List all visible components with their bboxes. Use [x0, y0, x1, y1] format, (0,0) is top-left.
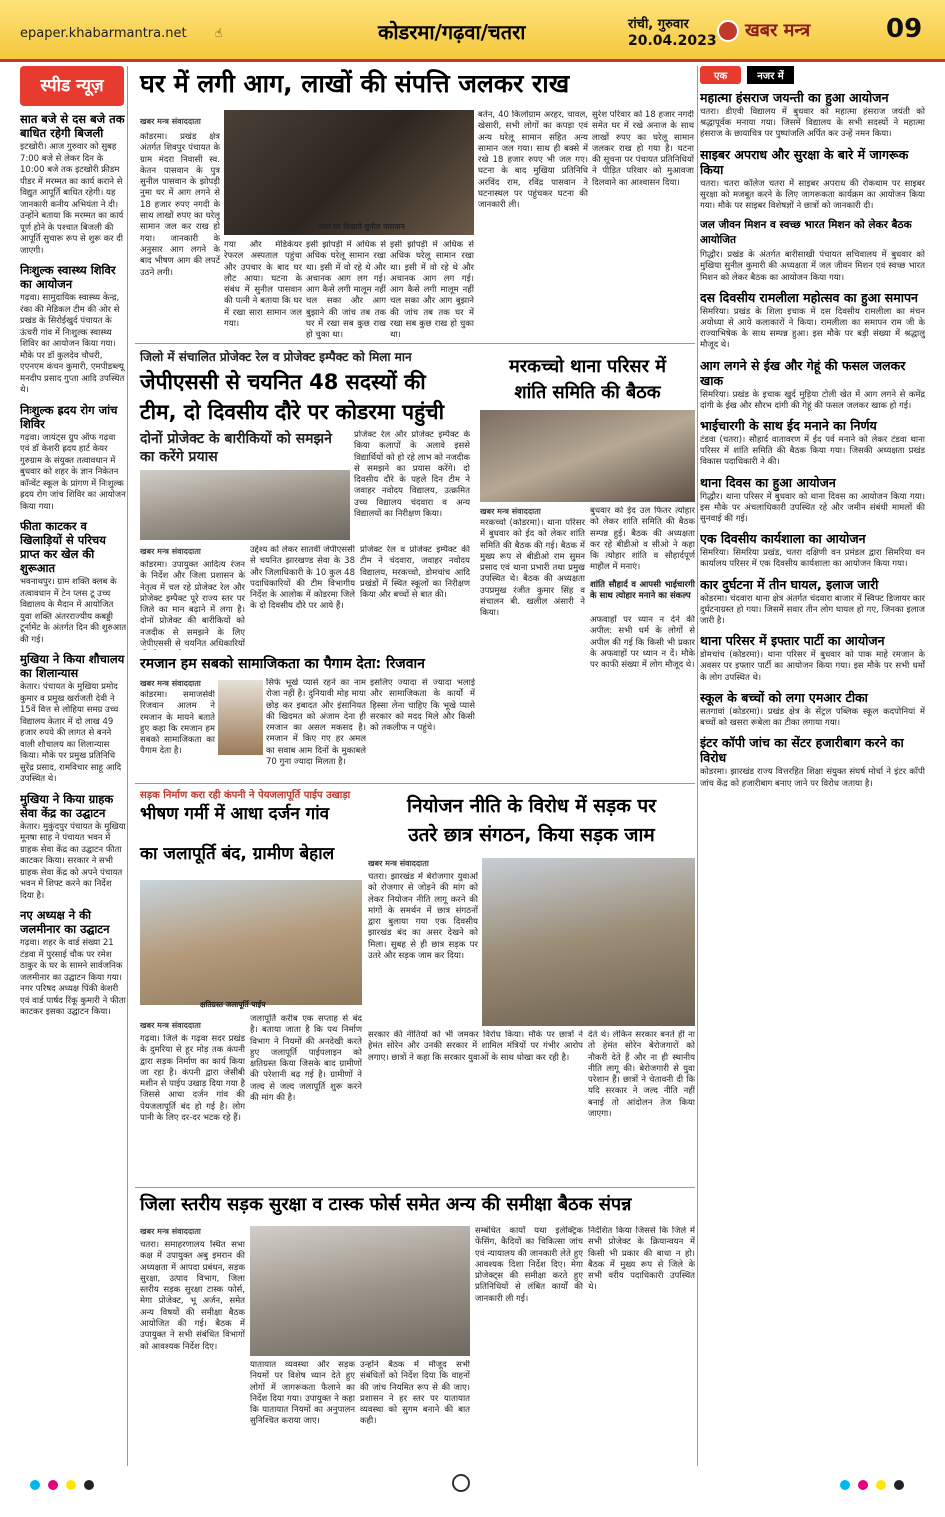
right-item-text: गिद्धौर। थाना परिसर में बुधवार को थाना दिवस का आयोजन किया गया। इस मौके पर अंचलाधिकारी उपस्थित रहे और जमीन संबंधी मामलों की सुनवाई की गई।: [700, 491, 925, 525]
story-jpsc-text-2: कोडरमा। उपायुक्त आदित्य रंजन के निर्देश और जिला प्रशासन के नेतृत्व में चल रहे प्रोजेक्ट रेल और प्रोजेक्ट इम्पैक्ट पूरे राज्य स्तर पर जिले का मान बढ़ाने में लगा है। दोनों प्रोजेक्ट की बारीकियों को नजदीक से समझने के लिए जेपीएससी से चयनित अधिकारियों: [140, 560, 245, 650]
story-niyojan-headline-2: उतरे छात्र संगठन, किया सड़क जाम: [408, 824, 655, 846]
ek-nazar-badge: [700, 66, 925, 84]
story-jpsc-subhead: दोनों प्रोजेक्ट के बारीकियों को समझने का करेंगे प्रयास: [140, 431, 332, 465]
right-item-6[interactable]: [700, 418, 925, 469]
registration-dot-magenta: [48, 1480, 58, 1490]
registration-dot-magenta: [858, 1480, 868, 1490]
story-ramzan-byline: खबर मन्त्र संवाददाता: [140, 679, 201, 688]
edition-region: कोडरमा/गढ़वा/चतरा: [378, 20, 526, 44]
story-water-headline-1: भीषण गर्मी में आधा दर्जन गांव: [140, 804, 330, 824]
left-item-title: मुखिया ने किया ग्राहक सेवा केंद्र का उद्घाटन: [20, 791, 114, 820]
registration-dot-yellow: [66, 1480, 76, 1490]
story-fire-text-3: इसी झोपड़ी में अधिक से अधिक घरेलू सामान रखा था। इसी में वो रहे थे और अचानक आग लग गई। आग कैसे लगी मालूम नहीं चल सका और आग बुझाने की जांच तब तक घर में रखा सब कुछ राख हो चुका था।: [306, 240, 386, 340]
story-jpsc-headline-1: जेपीएससी से चयनित 48 सदस्यों की: [140, 370, 426, 394]
right-item-title: आग लगने से ईख और गेहूं की फसल जलकर खाक: [700, 357, 906, 388]
registration-dot-cyan: [840, 1480, 850, 1490]
broken-pipe-photo: [140, 880, 362, 1005]
right-item-12[interactable]: [700, 735, 925, 789]
left-item-title: निःशुल्क ह्रदय रोग जांच शिविर: [20, 402, 118, 431]
right-item-title: साइबर अपराध और सुरक्षा के बारे में जागरूक किया: [700, 146, 909, 177]
right-item-title: इंटर कॉपी जांच का सेंटर हजारीबाग करने का विरोध: [700, 735, 904, 766]
story-fire-text-2: गया और मेडिकेयर रेफरल अस्पताल पहुंचा और उपचार के बाद घर लौट आया। घटना के संबंध में सुनील पासवान की पत्नी ने बताया कि घर में रखा सारा सामान जल गया।: [224, 240, 302, 330]
right-item-2[interactable]: [700, 147, 925, 213]
story-road-text-2: यातायात व्यवस्था और सड़क नियमों पर विशेष ध्यान देते हुए लोगों में जागरूकता फैलाने का निर्देश दिया गया। उपायुक्त ने कहा कि यातायात नियमों का अनुपालन सुनिश्चित कराया जाए।: [250, 1360, 355, 1427]
story-road-text-3: उन्होंने बैठक में मौजूद सभी संबंधितों को निर्देश दिया कि वाहनों की जांच नियमित रूप से की जाए। प्रशासन ने हर स्तर पर यातायात व्यवस्था को सुगम बनाने की बात कही।: [360, 1360, 470, 1427]
registration-dot-black: [894, 1480, 904, 1490]
divider: [135, 343, 695, 344]
left-item-title: फीता काटकर व खिलाड़ियों से परिचय प्राप्त कर खेल की शुरूआत: [20, 519, 106, 575]
right-item-title: दस दिवसीय रामलीला महोत्सव का हुआ समापन: [700, 289, 918, 305]
left-item-7[interactable]: [20, 908, 127, 1019]
story-jpsc-headline-2: टीम, दो दिवसीय दौरे पर कोडरमा पहुंची: [140, 400, 445, 424]
edition-city-day: रांची, गुरुवार: [628, 17, 689, 32]
story-niyojan-headline-1: नियोजन नीति के विरोध में सड़क पर: [407, 795, 656, 817]
story-water-caption: क्षतिग्रस्त जलापूर्ति पाईप: [200, 1000, 266, 1009]
right-item-text: कोडरमा। झारखंड राज्य वित्तरहित शिक्षा संयुक्त संघर्ष मोर्चा ने इंटर कॉपी जांच केंद्र को हजारीबाग बनाए जाने पर विरोध जताया है।: [700, 767, 925, 789]
story-water-byline: खबर मन्त्र संवाददाता: [140, 1021, 201, 1030]
story-jpsc-text-1: प्रोजेक्ट रेल और प्रोजेक्ट इम्पैक्ट के किया कलापों के अलावे इससे विद्यार्थियों को हो रहे लाभ को नजदीक से समझने का प्रयास करेंगे। दो दिवसीय दौरे के पहले दिन टीम ने जवाहर नवोदय विद्यालय, उत्क्रमित उच्च विद्यालय चंदवारा व अन्य विद्यालयों का निरीक्षण किया।: [354, 430, 470, 520]
protest-photo: [482, 858, 695, 1026]
speed-news-column: [20, 66, 128, 1466]
registration-dot-yellow: [876, 1480, 886, 1490]
right-item-text: डोमचांच (कोडरमा)। थाना परिसर में बुधवार को पाक माहे रमजान के अवसर पर इफ्तार पार्टी का आयोजन किया गया। इस मौके पर सभी धर्मों के लोग उपस्थित थे।: [700, 650, 925, 683]
left-item-5[interactable]: [20, 652, 127, 786]
right-item-title: भाईचारगी के साथ ईद मनाने का निर्णय: [700, 418, 877, 434]
right-item-text: सिमरिया। प्रखंड के शिला इचाक में दस दिवसीय रामलीला का मंचन अयोध्या से आये कलाकारों ने किया। रामलीला का समापन राम जी के राज्याभिषेक के साथ सम्पन्न हुआ। इस मौके पर बड़ी संख्या में श्रद्धालु मौजूद थे।: [700, 306, 925, 351]
story-fire-caption: जला घर दिखाते सुनील पासवान: [318, 222, 405, 231]
right-item-title: स्कूल के बच्चों को लगा एमआर टीका: [700, 689, 868, 705]
left-item-text: केतार। मुकुंदपुर पंचायत के मुखिया मूनषा साह ने पंचायत भवन में ग्राहक सेवा केंद्र का उद्घाटन फीता काटकर किया। सरकार ने सभी ग्राहक सेवा केंद्र को अपने पंचायत भवन में शिफ्ट करने का निर्देश दिया है।: [20, 821, 126, 901]
story-jpsc-kicker: जिलो में संचालित प्रोजेक्ट रेल व प्रोजेक्ट इम्पैक्ट को मिला मान: [140, 350, 412, 364]
story-road-byline: खबर मन्त्र संवाददाता: [140, 1227, 201, 1236]
story-ramzan-text-2: सिर्फ भूखे प्यासे रहने का नाम रोजा नहीं है। दुनियावी मोह माया छोड़ कर इबादत और इंसानियत की खिदमत को अंजाम देना ही रमजान का असल मकसद है। रमजान में किए गए हर अमल का सवाब आम दिनों के मुकाबले 70 गुना ज्यादा मिलता है।: [266, 678, 366, 768]
right-item-text: गिद्धौर। प्रखंड के अंतर्गत बारीसाखी पंचायत सचिवालय में बुधवार को मुखिया सुनील कुमारी की अध्यक्षता में जल जीवन मिशन एवं स्वच्छ भारत मिशन को लेकर बैठक का आयोजन किया गया।: [700, 250, 925, 283]
left-item-6[interactable]: [20, 792, 127, 903]
page-number: 09: [886, 14, 923, 44]
story-water-kicker: सड़क निर्माण करा रही कंपनी ने पेयजलापूर्ति पाईप उखाड़ा: [140, 790, 351, 801]
brand-logo-icon: [717, 20, 739, 42]
right-item-11[interactable]: [700, 690, 925, 729]
left-item-4[interactable]: [20, 519, 127, 646]
left-item-title: नए अध्यक्ष ने की जलमीनार का उद्घाटन: [20, 908, 110, 936]
story-peace-headline-2: शांति समिति की बैठक: [514, 382, 661, 403]
story-road-headline: जिला स्तरीय सड़क सुरक्षा व टास्क फोर्स समेत अन्य की समीक्षा बैठक संपन्न: [140, 1194, 632, 1215]
nazar-label: नजर में: [747, 66, 794, 84]
right-item-7[interactable]: [700, 475, 925, 526]
masthead: [0, 0, 945, 62]
right-item-1[interactable]: [700, 90, 925, 141]
story-niyojan-byline: खबर मन्त्र संवाददाता: [368, 859, 429, 868]
left-item-3[interactable]: [20, 403, 127, 514]
story-jpsc-byline: खबर मन्त्र संवाददाता: [140, 547, 201, 556]
right-item-title: जल जीवन मिशन व स्वच्छ भारत मिशन को लेकर बैठक आयोजित: [700, 219, 912, 247]
story-niyojan-text-3: देते थे। लेकिन सरकार बनते ही ना तो हेमंत सोरेन बेरोजगारों को नौकरी देते हैं और ना ही स्थानीय नीति लागू की। बेरोजगारी से युवा परेशान हैं। छात्रों ने चेतावनी दी कि यदि सरकार ने जल्द नीति नहीं बनाई तो आंदोलन तेज किया जाएगा।: [588, 1030, 695, 1120]
left-item-2[interactable]: [20, 263, 127, 397]
story-peace-text-1: मरकच्चो (कोडरमा)। थाना परिसर में बुधवार को ईद को लेकर शांति समिति की बैठक की गई। बैठक में मुख्य रूप से बीडीओ राम सुमन प्रसाद एवं थाना प्रभारी तथा प्रमुख उपस्थित थे। बैठक की अध्यक्षता उपप्रमुख रंजीत कुमार सिंह व संचालन बी. खलील अंसारी ने किया।: [480, 518, 585, 619]
right-item-5[interactable]: [700, 358, 925, 412]
registration-dot-cyan: [30, 1480, 40, 1490]
divider: [697, 66, 698, 1466]
story-fire-text-3b: इसी झोपड़ी में अधिक से अधिक घरेलू सामान रखा था। इसी में वो रहे थे और अचानक आग लग गई। आग कैसे लगी मालूम नहीं चल सका और आग बुझाने की जांच तब तक घर में रखा सब कुछ राख हो चुका था।: [390, 240, 474, 340]
story-road-text-1: चतरा। समाहरणालय स्थित सभा कक्ष में उपायुक्त अबु इमरान की अध्यक्षता में आपदा प्रबंधन, सड़क सुरक्षा, उत्पाद विभाग, जिला स्तरीय सड़क सुरक्षा टास्क फोर्स, मेगा प्रोजेक्ट, भू अर्जन, समेत अन्य विषयों की समीक्षा बैठक आयोजित की गई। बैठक में उपायुक्त ने सभी संबंधित विभागों को आवश्यक निर्देश दिए।: [140, 1240, 245, 1352]
story-water-text-1: गढ़वा। जिले के गढ़वा सदर प्रखंड के दुमरिया से हूर मोड़ तक कंपनी द्वारा सड़क निर्माण का कार्य किया जा रहा है। कंपनी द्वारा जेसीबी मशीन से पाईप उखाड़ दिया गया है जिससे आधा दर्जन गांव की पेयजलापूर्ति बंद हो गई है। लोग पानी के लिए दर-दर भटक रहे हैं।: [140, 1034, 245, 1124]
right-item-10[interactable]: [700, 633, 925, 684]
story-fire-text-1: कोडरमा। प्रखंड क्षेत्र अंतर्गत शिवपुर पंचायत के ग्राम मंदरा निवासी स्व. केतन पासवान के पुत्र सुनील पासवान के झोपड़ी नुमा घर में आग लगने से 18 हजार रुपए नगदी के साथ लाखों रुपए का घरेलू सामान जल कर राख हो गया। जानकारी के अनुसार आग लगने के बाद भीषण आग की लपटें उठने लगी।: [140, 132, 220, 278]
right-item-8[interactable]: [700, 531, 925, 570]
right-item-text: चतरा। चतरा कॉलेज चतरा में साइबर अपराध की रोकथाम पर साइबर सुरक्षा को मजबूत करने के लिए जागरूकता कार्यक्रम का आयोजन किया गया। मौके पर साइबर विशेषज्ञों ने छात्रों को जानकारी दी।: [700, 178, 925, 212]
left-item-text: इटखोरी। आज गुरुवार को सुबह 7:00 बजे से लेकर दिन के 10:00 बजे तक इटखोरी फ्रीडम पीडर में मरम्मत का कार्य कराने से विद्युत आपूर्ति बाधित रहेगी। यह जानकारी कनीय अभियंता ने दी। उन्होंने बताया कि मरम्मत का कार्य पूर्ण होने के पश्चात बिजली की आपूर्ति सुचारू रूप से शुरू कर दी जाएगी।: [20, 142, 124, 256]
right-item-title: महात्मा हंसराज जयन्ती का हुआ आयोजन: [700, 90, 889, 105]
registration-target-icon: [452, 1474, 470, 1492]
story-road-text-4: सम्बंधित कार्यों यथा इलेक्ट्रिक फेंसिंग, कैदियों का चिकित्सा जांच एवं न्यायालय की जानकारी लेते हुए आवश्यक दिशा निर्देश दिए। मेगा प्रोजेक्ट्स की समीक्षा करते हुए प्रतिनिधियों से लंबित कार्यों की जानकारी ली गई।: [475, 1226, 583, 1304]
story-fire-headline: घर में लगी आग, लाखों की संपत्ति जलकर राख: [140, 69, 570, 98]
hand-cursor-icon: ☝: [215, 26, 223, 40]
ek-nazar-column: [700, 66, 925, 1466]
right-item-title: कार दुर्घटना में तीन घायल, इलाज जारी: [700, 576, 879, 592]
left-item-title: सात बजे से दस बजे तक बाधित रहेगी बिजली: [20, 112, 125, 140]
story-fire-byline: खबर मन्त्र संवाददाता: [140, 117, 201, 126]
story-peace-text-2: बुधवार को ईद उल फितर त्योहार को लेकर शांति समिति की बैठक सम्पन्न हुई। बैठक की अध्यक्षता कर रहे बीडीओ व सीओ ने कहा कि त्योहार शांति व सौहार्दपूर्ण माहौल में मनाएं।: [590, 506, 695, 573]
right-item-4[interactable]: [700, 290, 925, 352]
rizwan-photo: [218, 680, 263, 755]
story-niyojan-text-1: चतरा। झारखंड में बेरोजगार युवाओं को रोजगार से जोड़ने की मांग को लेकर नियोजन नीति लागू करने की मांगों के समर्थन में छात्र संगठनों द्वारा बुलाया गया एक दिवसीय झारखंड बंद का असर देखने को मिला। सुबह से ही छात्र सड़क पर उतरे और सड़क जाम कर दिया।: [368, 872, 478, 962]
right-item-text: सिमरिया। सिमरिया प्रखंड, चतरा दक्षिणी वन प्रमंडल द्वारा सिमरिया वन कार्यालय परिसर में एक दिवसीय कार्यशाला का आयोजन किया गया।: [700, 548, 925, 570]
story-peace-headline-1: मरकच्चो थाना परिसर में: [509, 356, 666, 377]
burnt-house-photo: [224, 110, 474, 235]
story-peace-text-3: अफवाहों पर ध्यान न देने की अपील: सभी धर्म के लोगों से अपील की गई कि किसी भी प्रकार के अफवाहों पर ध्यान न दें। मौके पर काफी संख्या में लोग मौजूद थे।: [590, 615, 695, 671]
right-item-text: सिमरिया। प्रखंड के इचाक खुर्द मुड़िया टोली खेत में आग लगने से कमेंद्र दांगी के ईख और सौरभ दांगी की गेहूं की फसल जलकर खाक हो गई।: [700, 389, 925, 411]
site-url[interactable]: epaper.khabarmantra.net: [20, 26, 187, 41]
story-water-headline-2: का जलापूर्ति बंद, ग्रामीण बेहाल: [140, 844, 335, 864]
story-fire-text-5: सुरेश परिवार को 18 हजार नगदी समेत घर में रखे अनाज के साथ लाखों रुपए का घरेलू सामान जलकर राख हो गया है। घटना की सूचना पर पंचायत प्रतिनिधियों ने पीड़ित परिवार को मुआवजा दिलवाने का आश्वासन दिया।: [592, 110, 694, 188]
right-item-3[interactable]: [700, 218, 925, 284]
divider: [135, 783, 695, 784]
registration-dot-black: [84, 1480, 94, 1490]
right-item-title: एक दिवसीय कार्यशाला का आयोजन: [700, 531, 866, 547]
right-item-title: थाना परिसर में इफ्तार पार्टी का आयोजन: [700, 633, 885, 649]
right-item-title: थाना दिवस का हुआ आयोजन: [700, 474, 836, 490]
story-fire-text-4: बर्तन, 40 किलोग्राम अरहर, चावल, खेसारी, सभी लोगों का कपड़ा एवं अन्य घरेलू सामान सहित अन्य सामान जल गया। साथ ही बक्से में रखे 18 हजार रुपए भी जल गए। घटना के बाद मुखिया प्रतिनिधि अरविंद राम, रविंद्र पासवान ने घटनास्थल पर पहुंचकर घटना की जानकारी ली।: [478, 110, 588, 211]
print-registration-strip: [0, 1472, 945, 1517]
story-jpsc-text-3: उद्देश्य को लेकर सातवीं जेपीएससी से चयनित झारखण्ड सेवा के 38 और जिलाधिकारी के 10 कुल 48 पदाधिकारियों की टीम विभागीय निर्देश के आलोक में कोडरमा जिले के दो दिवसीय दौरे पर आये हैं।: [250, 545, 355, 612]
left-item-text: भवनाथपुर। ग्राम शक्ति क्लब के तत्वावधान में टेन प्लस टू उच्च विद्यालय के मैदान में आयोजित युवा शक्ति अंतरराज्यीय कबड्डी टूर्नामेंट के अंतर्गत दिन की शुरुआत की गई।: [20, 577, 127, 645]
right-item-text: चतरा। डीएवी विद्यालय में बुधवार को महात्मा हंसराज जयंती को श्रद्धापूर्वक मनाया गया। जिसमें विद्यालय के सभी सदस्यों ने महात्मा हंसराज के छायाचित्र पर पुष्पांजलि अर्पित कर उन्हें नमन किया।: [700, 107, 925, 140]
left-item-text: गढ़वा। सामुदायिक स्वास्थ्य केन्द्र, रंका की मेडिकल टीम की ओर से प्रखंड के सिरोईखुर्द पंचायत के ऊंचरी गांव में निःशुल्क स्वास्थ्य शिविर का आयोजन किया गया। मौके पर डॉ कुलदेव चौधरी, एएनएम कंचन कुमारी, एमपीडब्ल्यू मनदीप प्रसाद गुप्ता आदि उपस्थित थे।: [20, 293, 125, 395]
story-ramzan-text-1: कोडरमा। समाजसेवी रिजवान आलम ने रमजान के मायने बताते हुए कहा कि रमजान हम सबको सामाजिकता का पैगाम देता है।: [140, 690, 215, 757]
edition-date: 20.04.2023: [628, 33, 717, 49]
left-item-text: केतार। पंचायत के मुखिया प्रमोद कुमार व प्रमुख खर्राजती देवी ने 15वें वित्त से लोहिया समग्र उच्च विद्यालय केतार में दो लाख 49 हजार रुपये की लागत से बनने वाली शौचालय का शिलान्यास किया। मौके पर प्रमुख प्रतिनिधि सुरेंद्र प्रसाद, रामविचार साहू आदि उपस्थित थे।: [20, 682, 122, 784]
story-peace-subhead: शांति सौहार्द व आपसी भाईचारगी के साथ त्योहार मनाने का संकल्प: [590, 580, 695, 602]
left-item-title: निःशुल्क स्वास्थ्य शिविर का आयोजन: [20, 263, 116, 291]
story-jpsc-text-4: प्रोजेक्ट रेल व प्रोजेक्ट इम्पैक्ट की टीम ने चंदवारा, जवाहर नवोदय विद्यालय, मरकच्चो, डोमचांच आदि प्रखंडों में स्थित स्कूलों का निरीक्षण किया और बच्चों से बात की।: [360, 545, 470, 601]
story-road-text-5: निर्देशित किया जिससे कि जिले में सभी प्रोजेक्ट के क्रियान्वयन में किसी भी प्रकार की बाधा न हो। बैठक में मुख्य रूप से जिले के सभी वरीय पदाधिकारी उपस्थित थे।: [588, 1226, 695, 1293]
story-ramzan-headline: रमजान हम सबको सामाजिकता का पैगाम देता: रिजवान: [140, 656, 425, 672]
left-item-text: गढ़वा। जायंट्स ग्रुप ऑफ गढ़वा एवं डॉ केशरी ह्रदय हार्ट केयर गुरुग्राम के संयुक्त तत्वावधान में बुधवार को शहर के ज्ञान निकेतन कॉन्वेंट स्कूल के प्रांगण में निःशुल्क ह्रदय रोग जांच शिविर का आयोजन किया गया।: [20, 432, 126, 512]
ek-label: एक: [700, 66, 741, 84]
brand-name: खबर मन्त्र: [745, 20, 811, 41]
peace-meeting-photo: [480, 410, 695, 502]
meeting-photo: [140, 470, 350, 540]
speed-news-badge: स्पीड न्यूज़: [20, 66, 124, 106]
left-item-1[interactable]: [20, 112, 127, 257]
review-meeting-photo: [250, 1226, 470, 1356]
story-ramzan-text-3: इसलिए ज्यादा से ज्यादा भलाई और सामाजिकता के कार्यों में हिस्सा लेना चाहिए कि भूखे प्यासे सरकार को मदद मिले और किसी को तकलीफ न पहुंचे।: [370, 678, 475, 734]
story-niyojan-text-2: सरकार की नीतियों को भी जमकर विरोध किया। मौके पर छात्रों ने हेमंत सोरेन और उनकी सरकार में शामिल मंत्रियों पर गंभीर आरोप लगाए। छात्रों ने कहा कि सरकार युवाओं के साथ धोखा कर रही है।: [368, 1030, 583, 1063]
right-item-text: सतगावां (कोडरमा)। प्रखंड क्षेत्र के सेंट्रल पब्लिक स्कूल कदपोनियां में बच्चों को खसरा रूबेला का टीका लगाया गया।: [700, 706, 925, 729]
divider: [135, 1187, 695, 1188]
left-item-title: मुखिया ने किया शौचालय का शिलान्यास: [20, 652, 125, 680]
right-item-9[interactable]: [700, 577, 925, 628]
left-item-text: गढ़वा। शहर के वार्ड संख्या 21 टंडवा में पुरसाई चौक पर रमेश ठाकुर के घर के सामने सार्वजनिक जलमीनार का उद्घाटन किया गया। नगर परिषद अध्यक्ष पिंकी केशरी एवं वार्ड पार्षद रिंकू कुमारी ने फीता काटकर इसका उद्घाटन किया।: [20, 938, 126, 1017]
story-peace-byline: खबर मन्त्र संवाददाता: [480, 507, 541, 516]
story-water-text-2: जलापूर्ति करीब एक सप्ताह से बंद है। बताया जाता है कि पथ निर्माण विभाग ने नियमों की अनदेखी करते हुए जलापूर्ति पाईपलाइन को क्षतिग्रस्त किया जिसके बाद ग्रामीणों की परेशानी बढ़ गई है। ग्रामीणों ने जल्द से जल्द जलापूर्ति शुरू करने की मांग की है।: [250, 1014, 362, 1104]
right-item-text: कोडरमा। चंदवारा थाना क्षेत्र अंतर्गत चंदवारा बाजार में स्विफ्ट डिजायर कार दुर्घटनाग्रस्त हो गया। जिसमें सवार तीन लोग घायल हो गए, जिनका इलाज जारी है।: [700, 593, 925, 627]
right-item-text: टंडवा (चतरा)। सौहार्द वातावरण में ईद पर्व मनाने को लेकर टंडवा थाना परिसर में शांति समिति की बैठक किया गया। जिसकी अध्यक्षता प्रखंड विकास पदाधिकारी ने की।: [700, 435, 925, 468]
